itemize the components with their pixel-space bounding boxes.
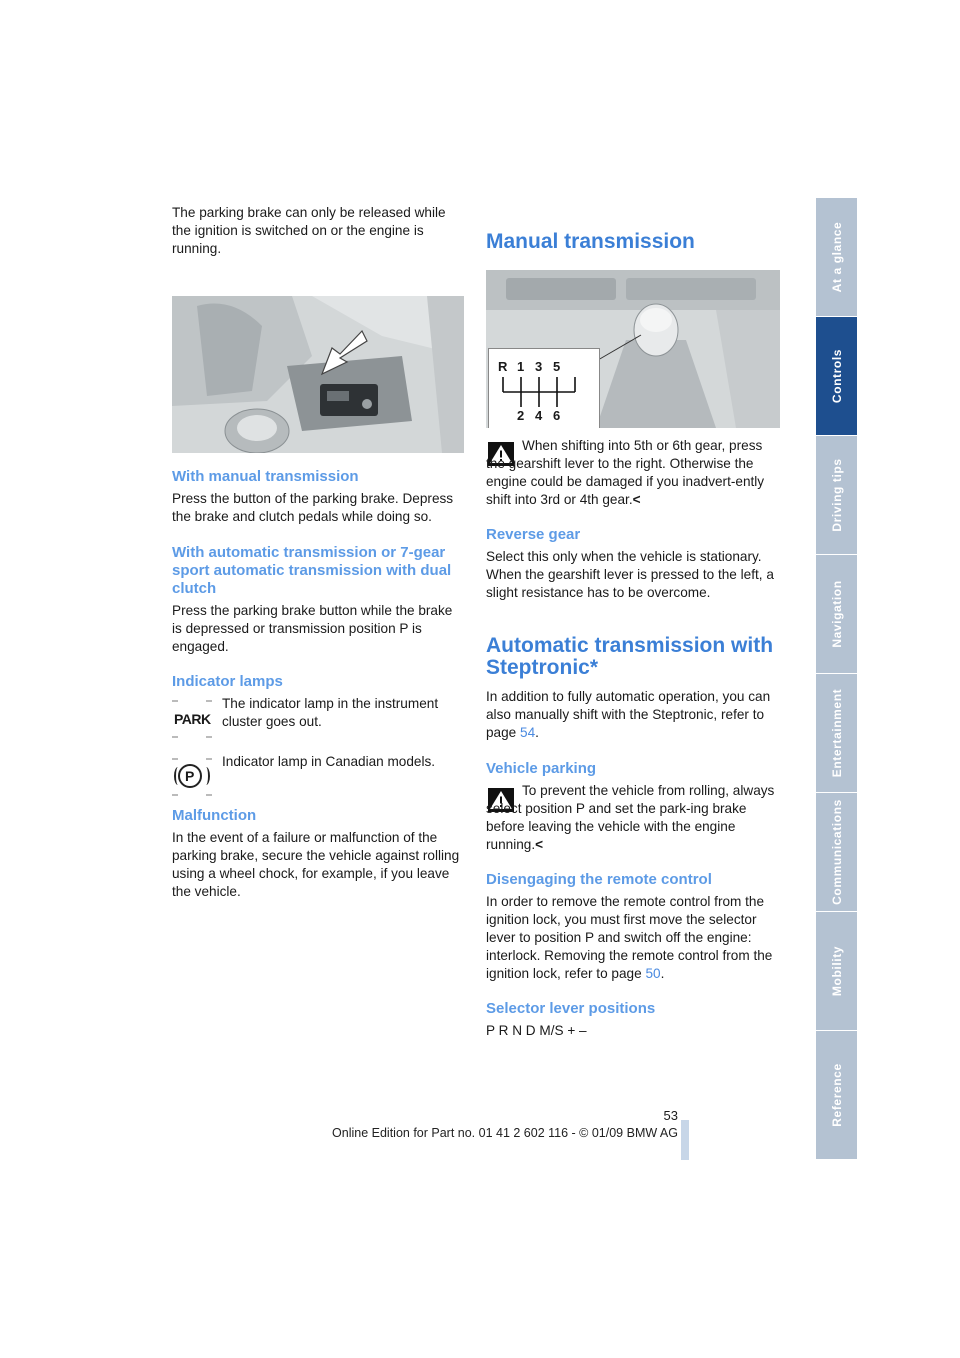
automatic-transmission-text: In addition to fully automatic operation, you can also manually shift with the Steptronic, refer to page 54. [486,689,771,740]
auto-transmission-heading-line3: clutch [172,580,217,597]
tab-at-a-glance[interactable]: At a glance [816,198,857,317]
page-link-54[interactable]: 54 [520,725,536,740]
tab-reference[interactable]: Reference [816,1031,857,1160]
manual-transmission-text: Press the button of the parking brake. Depress the brake and clutch pedals while doing so. [172,491,454,524]
gear-6: 6 [553,408,561,423]
chapter-sidebar [816,198,857,1160]
tab-driving-tips[interactable]: Driving tips [816,436,857,555]
malfunction-text: In the event of a failure or malfunction of the parking brake, secure the vehicle against rolling using a wheel chock, for example, if you leave the vehicle. [172,830,460,899]
intro-paragraph: The parking brake can only be released while the ignition is switched on or the engine is running. [172,205,446,256]
automatic-transmission-title-line2: Steptronic* [486,656,599,679]
auto-transmission-heading-line2: sport automatic transmission with dual [172,562,452,579]
edition-footer: Online Edition for Part no. 01 41 2 602 116 - © 01/09 BMW AG [332,1126,678,1140]
tab-navigation[interactable]: Navigation [816,555,857,674]
lamp2-text: Indicator lamp in Canadian models. [222,754,436,769]
tab-communications[interactable]: Communications [816,793,857,912]
manual-transmission-heading: With manual transmission [172,468,359,485]
parking-warning-text: To prevent the vehicle from rolling, always select position P and set the park-ing brake before leaving the vehicle with the engine running.< [486,783,775,852]
page-number: 53 [663,1108,678,1123]
manual-transmission-title: Manual transmission [486,230,695,253]
malfunction-heading: Malfunction [172,807,257,824]
automatic-transmission-title-line1: Automatic transmission with [486,634,774,657]
reverse-gear-text: Select this only when the vehicle is stationary. When the gearshift lever is pressed to the left, a slight resistance has to be overcome. [486,549,774,600]
gear-4: 4 [535,408,543,423]
park-indicator-icon: PARK [172,700,212,738]
selector-lever-positions: P R N D M/S + – [486,1023,587,1038]
gear-1: 1 [517,359,525,374]
gearshift-photo [486,270,780,428]
gear-3: 3 [535,359,543,374]
shifting-warning-text: When shifting into 5th or 6th gear, press the gearshift lever to the right. Otherwise the engine could be damaged if you inadvert-ently shift into 3rd or 4th gear.< [486,438,765,507]
lamp1-text: The indicator lamp in the instrument cluster goes out. [222,696,439,729]
gear-2: 2 [517,408,525,423]
gear-r: R [498,359,508,374]
parking-brake-photo [172,296,464,453]
page-link-50[interactable]: 50 [645,966,661,981]
indicator-lamps-heading: Indicator lamps [172,673,283,690]
shift-pattern-diagram [488,348,600,428]
reverse-gear-heading: Reverse gear [486,526,581,543]
tab-mobility[interactable]: Mobility [816,912,857,1031]
gear-5: 5 [553,359,561,374]
remote-control-heading: Disengaging the remote control [486,871,712,888]
tab-controls[interactable]: Controls [816,317,857,436]
vehicle-parking-heading: Vehicle parking [486,760,597,777]
remote-control-text: In order to remove the remote control from the ignition lock, you must first move the selector lever to position P and switch off the engine: interlock. Removing the remote control from the ignition lock, refer to page 50. [486,894,773,981]
footer-bar [681,1120,689,1160]
auto-transmission-text: Press the parking brake button while the brake is depressed or transmission position P is engaged. [172,603,453,654]
tab-entertainment[interactable]: Entertainment [816,674,857,793]
auto-transmission-heading-line1: With automatic transmission or 7-gear [172,544,446,561]
canadian-parking-indicator-icon: P [172,758,212,796]
selector-lever-heading: Selector lever positions [486,1000,656,1017]
